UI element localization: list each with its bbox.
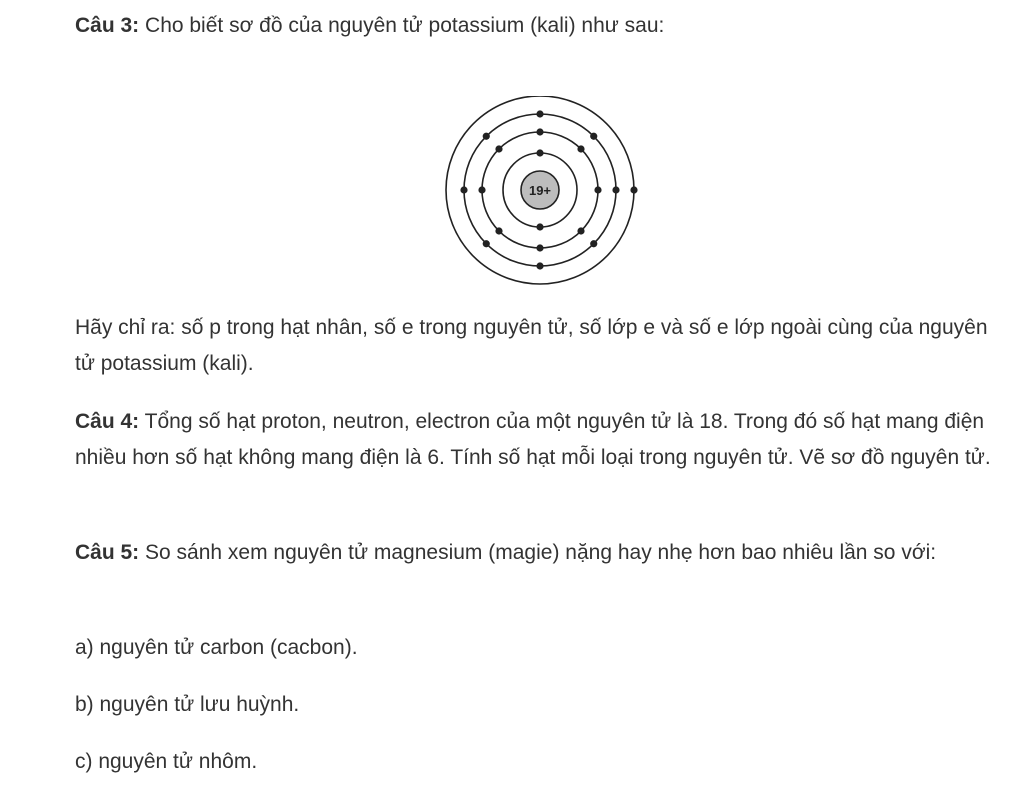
electron: [536, 223, 543, 230]
question-5-text: So sánh xem nguyên tử magnesium (magie) nặng hay nhẹ hơn bao nhiêu lần so với:: [139, 541, 937, 564]
electron: [483, 240, 490, 247]
electron: [577, 227, 584, 234]
question-5-option-a: a) nguyên tử carbon (cacbon).: [75, 636, 358, 659]
question-5: [75, 535, 1005, 571]
question-5-label: Câu 5:: [75, 541, 140, 564]
question-3-prompt: [75, 8, 1005, 44]
electron: [612, 186, 619, 193]
electron: [536, 128, 543, 135]
electron: [536, 244, 543, 251]
electron: [630, 186, 637, 193]
question-5-option-c: c) nguyên tử nhôm.: [75, 750, 258, 773]
electron: [536, 262, 543, 269]
electron: [590, 240, 597, 247]
electron: [478, 186, 485, 193]
electron: [536, 149, 543, 156]
electron: [495, 145, 502, 152]
question-4-label: Câu 4:: [75, 410, 140, 433]
potassium-atom-diagram: [440, 96, 640, 292]
question-5-option-b: b) nguyên tử lưu huỳnh.: [75, 693, 300, 716]
electron: [495, 227, 502, 234]
electron: [460, 186, 467, 193]
question-3-label: Câu 3:: [75, 14, 140, 37]
question-3-text: Cho biết sơ đồ của nguyên tử potassium (kali) như sau:: [139, 14, 665, 37]
electron: [536, 110, 543, 117]
electron: [594, 186, 601, 193]
question-4-text: Tổng số hạt proton, neutron, electron của một nguyên tử là 18. Trong đó số hạt mang điện nhiều hơn số hạt không mang điện là 6. Tính số hạt mỗi loại trong nguyên tử. Vẽ sơ đồ nguyên tử.: [75, 410, 991, 469]
electron: [577, 145, 584, 152]
electron: [483, 133, 490, 140]
question-4: [75, 404, 1005, 476]
question-3-task: Hãy chỉ ra: số p trong hạt nhân, số e trong nguyên tử, số lớp e và số e lớp ngoài cùng của nguyên tử potassium (kali).: [75, 316, 988, 375]
nucleus-label: 19+: [528, 183, 552, 198]
electron: [590, 133, 597, 140]
